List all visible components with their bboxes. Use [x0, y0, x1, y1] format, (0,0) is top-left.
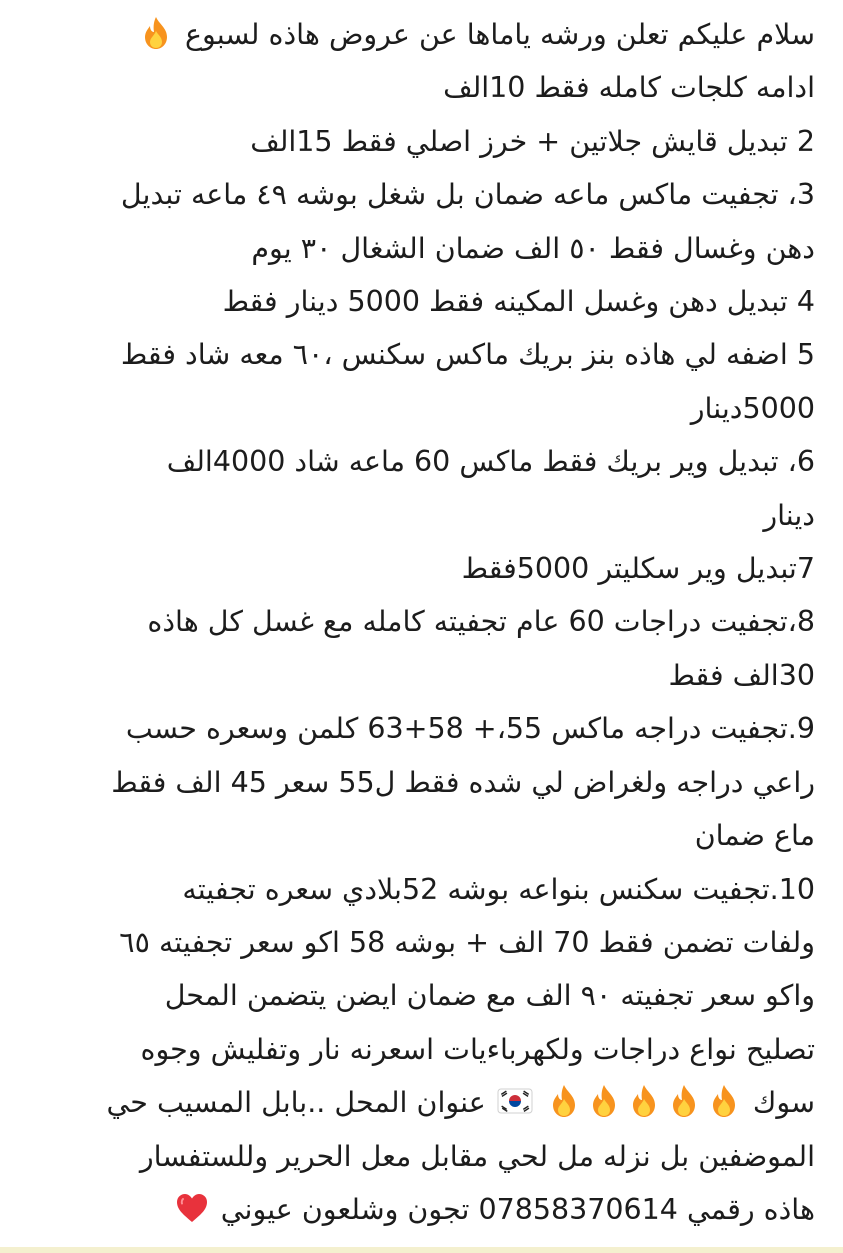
post-line: 3، تجفيت ماكس ماعه ضمان بل شغل بوشه ٤٩ ماعه تبديل	[120, 178, 815, 212]
post-line: 2 تبديل قايش جلاتين + خرز اصلي فقط 15الف	[250, 124, 815, 158]
post-line: الموضفين بل نزله مل لحي مقابل معل الحرير وللستفسار	[139, 1139, 815, 1173]
fire-emoji-icon	[546, 1083, 582, 1119]
post-line: 4 تبديل دهن وغسل المكينه فقط 5000 دينار فقط	[222, 285, 815, 319]
post-line: 30الف فقط	[668, 658, 815, 692]
post-line: 8،تجفيت دراجات 60 عام تجفيته كامله مع غسل كل هاذه	[147, 605, 815, 639]
fire-emoji-icon	[138, 15, 174, 51]
post-line: تصليح نواع دراجات ولكهرباءيات اسعرنه نار وتفليش وجوه	[140, 1032, 815, 1066]
post-body	[30, 8, 815, 1236]
fire-emoji-icon	[586, 1083, 622, 1119]
post-line: ولفات تضمن فقط 70 الف + بوشه 58 اكو سعر تجفيته ٦٥	[119, 925, 815, 959]
fire-emoji-icon	[626, 1083, 662, 1119]
post-line: سلام عليكم تعلن ورشه ياماها عن عروض هاذه لسبوع	[30, 8, 815, 61]
post-line: 10.تجفيت سكنس بنواعه بوشه 52بلادي سعره تجفيته	[182, 872, 815, 906]
post-line: ادامه كلجات كامله فقط 10الف	[443, 71, 815, 105]
post-line: 5 اضفه لي هاذه بنز بريك ماكس سكنس ،٦٠ معه شاد فقط	[120, 338, 815, 372]
bottom-edge-strip	[0, 1247, 843, 1253]
post-line: دهن وغسال فقط ٥٠ الف ضمان الشغال ٣٠ يوم	[251, 231, 815, 265]
post-line: 6، تبديل وير بريك فقط ماكس 60 ماعه شاد 4000الف	[166, 445, 815, 479]
post-line: راعي دراجه ولغراض لي شده فقط ل55 سعر 45 الف فقط	[111, 765, 815, 799]
post-line: هاذه رقمي 07858370614 تجون وشلعون عيوني	[30, 1183, 815, 1236]
post-line: 7تبديل وير سكليتر 5000فقط	[461, 552, 815, 586]
fire-emoji-icon	[706, 1083, 742, 1119]
post-line: 9.تجفيت دراجه ماكس 55،+ 58+63 كلمن وسعره حسب	[125, 712, 815, 746]
post-line: ماع ضمان	[694, 819, 815, 853]
post-line: دينار	[763, 498, 815, 532]
fire-emoji-icon	[666, 1083, 702, 1119]
post-line: واكو سعر تجفيته ٩٠ الف مع ضمان ايضن يتضمن المحل	[164, 979, 815, 1013]
south-korea-flag-icon	[497, 1083, 533, 1119]
post-line: سوك عنوان المحل ..بابل المسيب حي	[30, 1076, 815, 1129]
red-heart-icon	[174, 1190, 210, 1226]
post-line: 5000دينار	[690, 391, 815, 425]
